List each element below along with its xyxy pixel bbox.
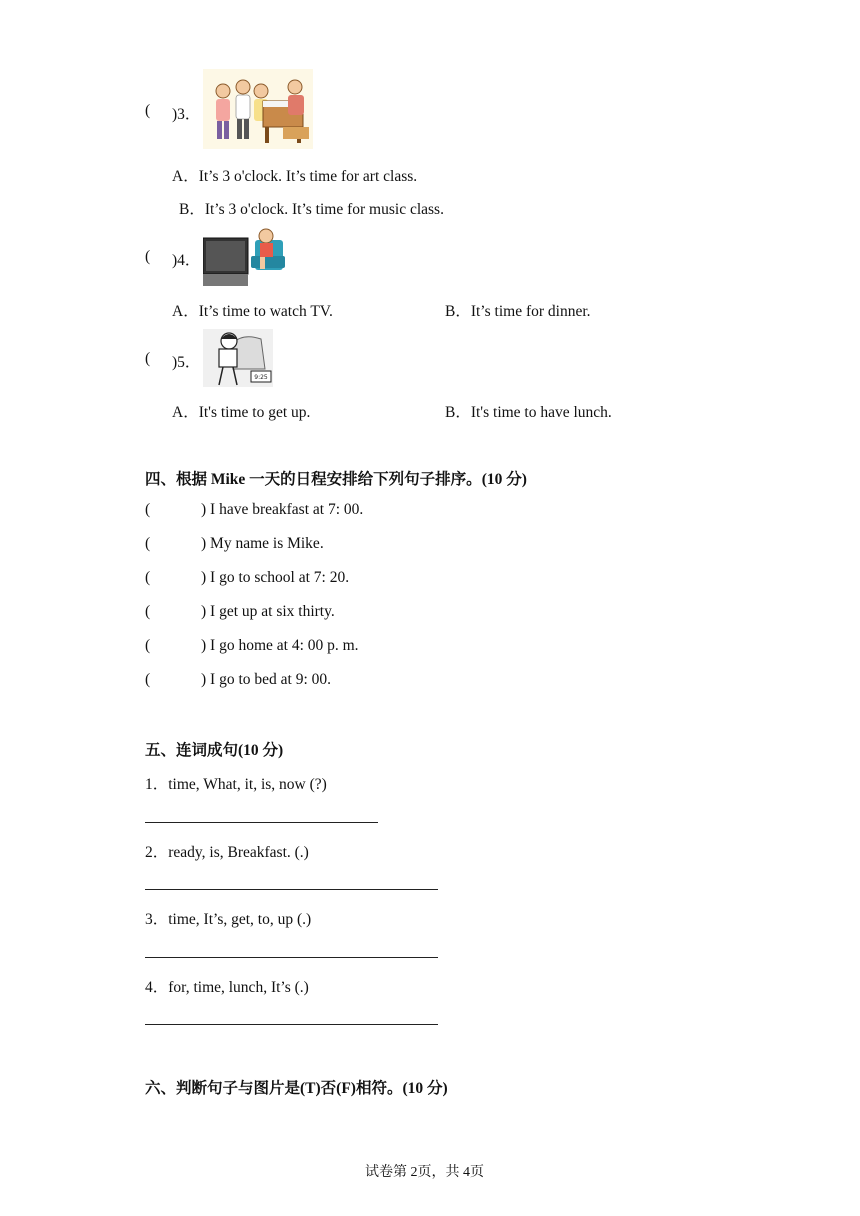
section4-item-4: ) I get up at six thirty. [201,603,335,620]
answer-line-1[interactable] [145,822,378,823]
answer-line-4[interactable] [145,1024,438,1025]
tv-and-child-on-sofa-illustration [203,226,285,288]
section4-item-1-paren: ( [145,501,151,518]
q4-number: )4． [172,252,201,269]
section5-item-4: 4．for, time, lunch, It’s (.) [145,979,309,996]
q4-option-b: B．It’s time for dinner. [445,303,591,320]
section4-title: 四、根据 Mike 一天的日程安排给下列句子排序。(10 分) [145,471,527,488]
section4-item-2-paren: ( [145,535,151,552]
section4-item-5-paren: ( [145,637,151,654]
answer-line-2[interactable] [145,889,438,890]
section4-item-5: ) I go home at 4: 00 p. m. [201,637,359,654]
section4-item-1: ) I have breakfast at 7: 00. [201,501,364,518]
q5-option-a: A．It's time to get up. [172,404,311,421]
clock-readout: 9:25 [254,374,268,381]
page-footer: 试卷第 2页，共 4页 [365,1165,484,1180]
section4-item-3-paren: ( [145,569,151,586]
boy-on-sofa-clock-illustration [203,329,273,387]
q4-paren-open: ( [145,248,151,265]
q4-option-a: A．It’s time to watch TV. [172,303,333,320]
section4-item-6: ) I go to bed at 9: 00. [201,671,332,688]
section4-item-2: ) My name is Mike. [201,535,324,552]
children-singing-piano-illustration [203,69,313,149]
section4-item-4-paren: ( [145,603,151,620]
q5-paren-open: ( [145,350,151,367]
q3-paren-open: ( [145,102,151,119]
section5-item-2: 2．ready, is, Breakfast. (.) [145,844,309,861]
answer-line-3[interactable] [145,957,438,958]
q5-option-b: B．It's time to have lunch. [445,404,612,421]
section4-item-6-paren: ( [145,671,151,688]
q3-number: )3． [172,106,201,123]
q3-option-b: B．It’s 3 o'clock. It’s time for music class. [179,201,444,218]
section4-item-3: ) I go to school at 7: 20. [201,569,350,586]
section5-title: 五、连词成句(10 分) [145,742,284,759]
section5-item-1: 1．time, What, it, is, now (?) [145,776,327,793]
section5-item-3: 3．time, It’s, get, to, up (.) [145,911,312,928]
q3-option-a: A．It’s 3 o'clock. It’s time for art class. [172,168,418,185]
q5-number: )5． [172,354,201,371]
section6-title: 六、判断句子与图片是(T)否(F)相符。(10 分) [145,1080,448,1097]
